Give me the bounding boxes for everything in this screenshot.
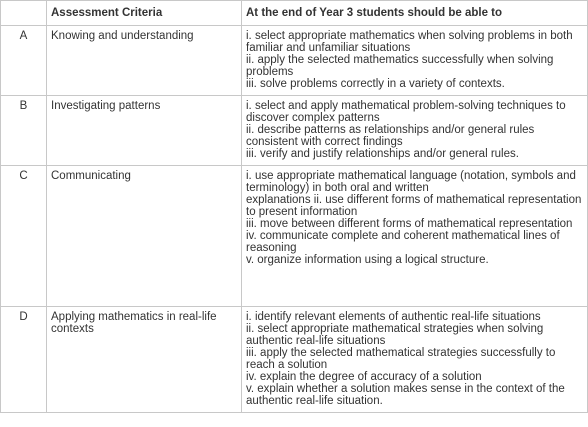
criterion-description: i. identify relevant elements of authentic real-life situations ii. select appropriate mathematical strategies when solving authentic real-life situations iii. apply the selected mathematical strategies successfully to reach a solution iv. explain the degree of accuracy of a solution v. explain whether a solution makes sense in the context of the authentic real-life situation. [242,307,588,413]
header-id [1,1,47,26]
criterion-id: B [1,96,47,166]
table-row [1,96,588,166]
criterion-description: i. select appropriate mathematics when solving problems in both familiar and unfamiliar situations ii. apply the selected mathematics successfully when solving problems iii. solve problems correctly in a variety of contexts. [242,26,588,96]
criterion-description: i. use appropriate mathematical language (notation, symbols and terminology) in both oral and written explanations ii. use different forms of mathematical representation to present information iii. move between different forms of mathematical representation iv. communicate complete and coherent mathematical lines of reasoning v. organize information using a logical structure. [242,166,588,307]
criterion-name: Communicating [47,166,242,307]
header-row [1,1,588,26]
criterion-description: i. select and apply mathematical problem-solving techniques to discover complex patterns ii. describe patterns as relationships and/or general rules consistent with correct findings iii. verify and justify relationships and/or general rules. [242,96,588,166]
criterion-id: A [1,26,47,96]
table-row [1,307,588,413]
criterion-name: Investigating patterns [47,96,242,166]
table-row [1,166,588,307]
header-description: At the end of Year 3 students should be able to [242,1,588,26]
criterion-name: Knowing and understanding [47,26,242,96]
criterion-id: D [1,307,47,413]
criterion-id: C [1,166,47,307]
header-assessment-criteria: Assessment Criteria [47,1,242,26]
criterion-name: Applying mathematics in real-life contexts [47,307,242,413]
table-row [1,26,588,96]
